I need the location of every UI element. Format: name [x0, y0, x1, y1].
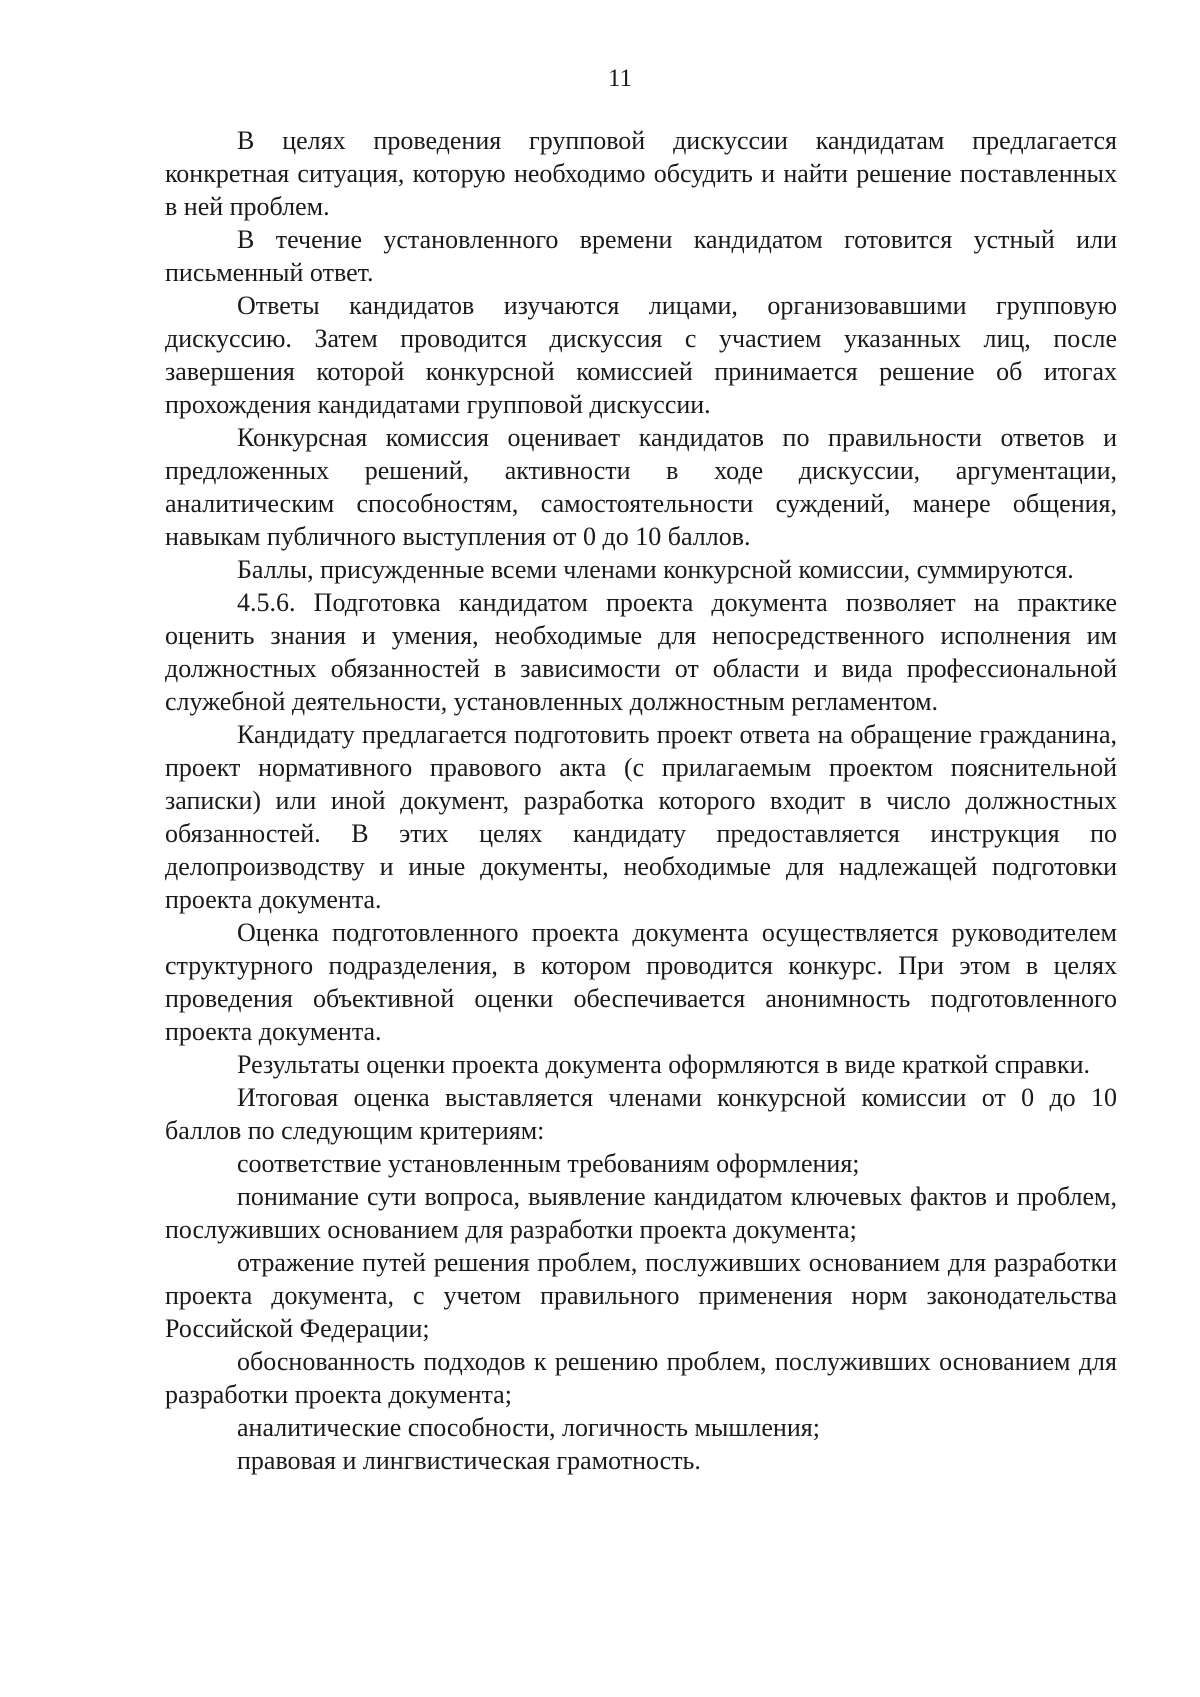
paragraph-evaluation-results: Результаты оценки проекта документа оформляются в виде краткой справки.	[237, 1050, 1090, 1079]
paragraph-answers-review: Ответы кандидатов изучаются лицами, организовавшими групповую дискуссию. Затем проводится дискуссия с участием указанных лиц, после завершения которой конкурсной комиссией принимается решение об итогах прохождения кандидатами групповой дискуссии.	[165, 291, 1117, 419]
document-body	[165, 124, 1117, 1477]
criterion-item: аналитические способности, логичность мышления;	[237, 1413, 820, 1442]
criterion-item: обоснованность подходов к решению проблем, послуживших основанием для разработки проекта документа;	[165, 1347, 1117, 1409]
paragraph-answer-preparation: В течение установленного времени кандидатом готовится устный или письменный ответ.	[165, 225, 1117, 287]
criterion-item: соответствие установленным требованиям оформления;	[237, 1149, 860, 1178]
criterion-item: правовая и лингвистическая грамотность.	[237, 1446, 701, 1475]
criterion-item: понимание сути вопроса, выявление кандидатом ключевых фактов и проблем, послуживших основанием для разработки проекта документа;	[165, 1182, 1117, 1244]
paragraph-draft-evaluation: Оценка подготовленного проекта документа осуществляется руководителем структурного подразделения, в котором проводится конкурс. При этом в целях проведения объективной оценки обеспечивается анонимность подготовленного проекта документа.	[165, 918, 1117, 1046]
paragraph-final-score: Итоговая оценка выставляется членами конкурсной комиссии от 0 до 10 баллов по следующим критериям:	[165, 1083, 1117, 1145]
paragraph-commission-evaluation: Конкурсная комиссия оценивает кандидатов по правильности ответов и предложенных решений, активности в ходе дискуссии, аргументации, аналитическим способностям, самостоятельности суждений, манере общения, навыкам публичного выступления от 0 до 10 баллов.	[165, 423, 1117, 551]
paragraph-section-4-5-6: 4.5.6. Подготовка кандидатом проекта документа позволяет на практике оценить знания и умения, необходимые для непосредственного исполнения им должностных обязанностей в зависимости от области и вида профессиональной служебной деятельности, установленных должностным регламентом.	[165, 588, 1117, 716]
page-number: 11	[607, 65, 633, 92]
paragraph-group-discussion-situation: В целях проведения групповой дискуссии кандидатам предлагается конкретная ситуация, которую необходимо обсудить и найти решение поставленных в ней проблем.	[165, 126, 1117, 221]
paragraph-points-summed: Баллы, присужденные всеми членами конкурсной комиссии, суммируются.	[237, 555, 1074, 584]
criterion-item: отражение путей решения проблем, послуживших основанием для разработки проекта документа, с учетом правильного применения норм законодательства Российской Федерации;	[165, 1248, 1117, 1343]
paragraph-draft-assignment: Кандидату предлагается подготовить проект ответа на обращение гражданина, проект нормативного правового акта (с прилагаемым проектом пояснительной записки) или иной документ, разработка которого входит в число должностных обязанностей. В этих целях кандидату предоставляется инструкция по делопроизводству и иные документы, необходимые для надлежащей подготовки проекта документа.	[165, 720, 1117, 914]
